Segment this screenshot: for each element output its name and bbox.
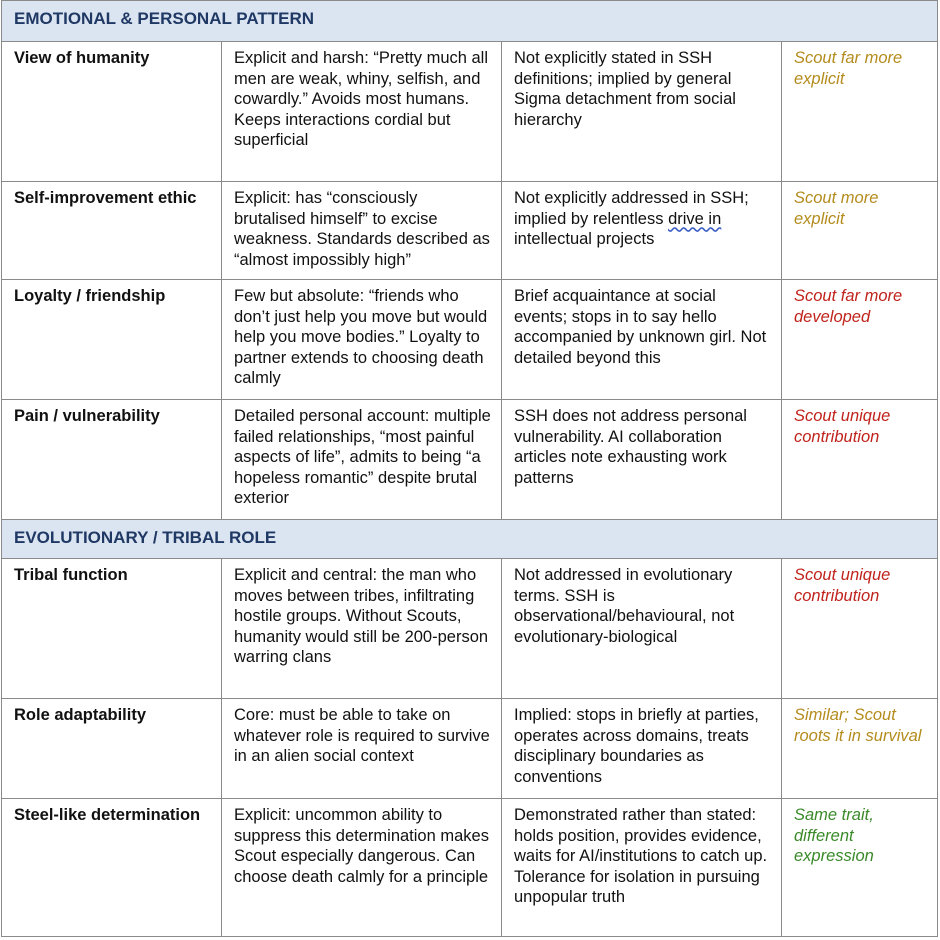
- verdict-cell: Scout more explicit: [782, 182, 938, 280]
- ssh-cell: Brief acquaintance at social events; stops in to say hello accompanied by unknown girl. Not detailed beyond this: [502, 280, 782, 400]
- ssh-cell: Implied: stops in briefly at parties, operates across domains, treats disciplinary boundaries as conventions: [502, 699, 782, 799]
- scout-cell: Explicit and harsh: “Pretty much all men are weak, whiny, selfish, and cowardly.” Avoids most humans. Keeps interactions cordial but superficial: [222, 42, 502, 182]
- table-row: [2, 559, 938, 699]
- verdict-cell: Scout far more developed: [782, 280, 938, 400]
- grammar-flagged-text[interactable]: drive in: [668, 209, 722, 228]
- comparison-table: [1, 0, 938, 937]
- section-header-evolutionary: [2, 520, 938, 559]
- scout-cell: Explicit and central: the man who moves between tribes, infiltrating hostile groups. Without Scouts, humanity would still be 200-person warring clans: [222, 559, 502, 699]
- ssh-cell: Not explicitly stated in SSH definitions; implied by general Sigma detachment from social hierarchy: [502, 42, 782, 182]
- table-row: [2, 42, 938, 182]
- ssh-text-start: Not explicitly addressed in SSH; implied by relentless: [514, 189, 749, 228]
- table-row: [2, 182, 938, 280]
- scout-cell: Few but absolute: “friends who don’t just help you move but would help you move bodies.” Loyalty to partner extends to choosing death calmly: [222, 280, 502, 400]
- ssh-cell: Demonstrated rather than stated: holds position, provides evidence, waits for AI/institutions to catch up. Tolerance for isolation in pursuing unpopular truth: [502, 799, 782, 937]
- aspect-cell: Self-improvement ethic: [2, 182, 222, 280]
- ssh-cell: SSH does not address personal vulnerability. AI collaboration articles note exhausting work patterns: [502, 400, 782, 520]
- scout-cell: Explicit: has “consciously brutalised himself” to excise weakness. Standards described as “almost impossibly high”: [222, 182, 502, 280]
- table-row: [2, 280, 938, 400]
- ssh-cell: Not addressed in evolutionary terms. SSH is observational/behavioural, not evolutionary-biological: [502, 559, 782, 699]
- scout-cell: Core: must be able to take on whatever role is required to survive in an alien social context: [222, 699, 502, 799]
- ssh-cell: [502, 182, 782, 280]
- verdict-cell: Scout far more explicit: [782, 42, 938, 182]
- scout-cell: Detailed personal account: multiple failed relationships, “most painful aspects of life”, admits to being “a hopeless romantic” despite brutal exterior: [222, 400, 502, 520]
- section-header-emotional: [2, 1, 938, 42]
- verdict-cell: Same trait, different expression: [782, 799, 938, 937]
- aspect-cell: Steel-like determination: [2, 799, 222, 937]
- verdict-cell: Similar; Scout roots it in survival: [782, 699, 938, 799]
- table-row: [2, 400, 938, 520]
- aspect-cell: Tribal function: [2, 559, 222, 699]
- table-row: [2, 799, 938, 937]
- section-title: EMOTIONAL & PERSONAL PATTERN: [2, 1, 938, 42]
- ssh-text-end: intellectual projects: [514, 230, 655, 248]
- scout-cell: Explicit: uncommon ability to suppress this determination makes Scout especially dangerous. Can choose death calmly for a principle: [222, 799, 502, 937]
- table-row: [2, 699, 938, 799]
- aspect-cell: View of humanity: [2, 42, 222, 182]
- aspect-cell: Role adaptability: [2, 699, 222, 799]
- verdict-cell: Scout unique contribution: [782, 559, 938, 699]
- aspect-cell: Loyalty / friendship: [2, 280, 222, 400]
- aspect-cell: Pain / vulnerability: [2, 400, 222, 520]
- section-title: EVOLUTIONARY / TRIBAL ROLE: [2, 520, 938, 559]
- verdict-cell: Scout unique contribution: [782, 400, 938, 520]
